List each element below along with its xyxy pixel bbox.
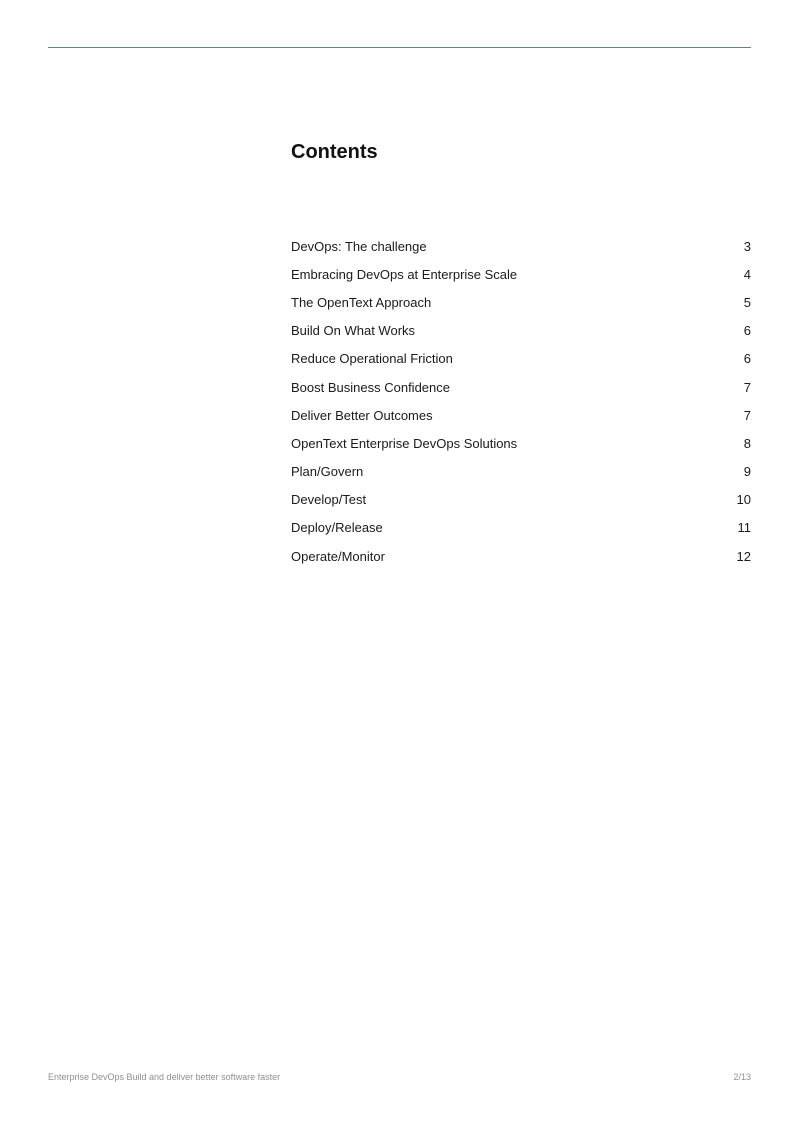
page-footer	[48, 1072, 751, 1082]
page-title: Contents	[291, 141, 378, 163]
toc-entry[interactable]	[291, 345, 751, 373]
toc-entry[interactable]	[291, 373, 751, 401]
toc-entry-page: 6	[743, 323, 751, 339]
toc-entry-page: 7	[743, 407, 751, 423]
toc-entry[interactable]	[291, 317, 751, 345]
toc-entry-page: 8	[743, 435, 751, 451]
toc-entry-label: Deliver Better Outcomes	[291, 407, 433, 423]
toc-entry-label: Operate/Monitor	[291, 548, 385, 564]
toc-entry[interactable]	[291, 542, 751, 570]
toc-entry-page: 11	[737, 520, 751, 536]
toc-entry-page: 6	[743, 351, 751, 367]
toc-entry[interactable]	[291, 260, 751, 288]
header-rule	[48, 47, 751, 48]
toc-entry[interactable]	[291, 514, 751, 542]
toc-entry-label: Build On What Works	[291, 323, 416, 339]
toc-entry-label: Boost Business Confidence	[291, 379, 450, 395]
toc-entry[interactable]	[291, 232, 751, 260]
toc-entry-page: 5	[743, 294, 751, 310]
toc-entry-label: OpenText Enterprise DevOps Solutions	[291, 435, 518, 451]
toc-entry-label: Embracing DevOps at Enterprise Scale	[291, 266, 518, 282]
table-of-contents	[291, 232, 751, 570]
footer-document-title: Enterprise DevOps Build and deliver better software faster	[48, 1072, 281, 1082]
toc-entry-page: 4	[743, 266, 751, 282]
footer-page-number: 2/13	[733, 1072, 751, 1082]
toc-entry-label: DevOps: The challenge	[291, 238, 427, 254]
toc-entry-page: 10	[736, 492, 751, 508]
toc-entry[interactable]	[291, 486, 751, 514]
toc-entry-label: Reduce Operational Friction	[291, 351, 453, 367]
toc-entry-page: 9	[743, 464, 751, 480]
toc-entry[interactable]	[291, 458, 751, 486]
toc-entry-page: 12	[736, 548, 751, 564]
toc-entry-label: Develop/Test	[291, 492, 367, 508]
toc-entry[interactable]	[291, 401, 751, 429]
toc-entry[interactable]	[291, 429, 751, 457]
toc-entry-page: 3	[743, 238, 751, 254]
toc-entry[interactable]	[291, 288, 751, 316]
toc-entry-label: Deploy/Release	[291, 520, 383, 536]
toc-entry-label: Plan/Govern	[291, 464, 364, 480]
toc-entry-page: 7	[743, 379, 751, 395]
toc-entry-label: The OpenText Approach	[291, 294, 432, 310]
